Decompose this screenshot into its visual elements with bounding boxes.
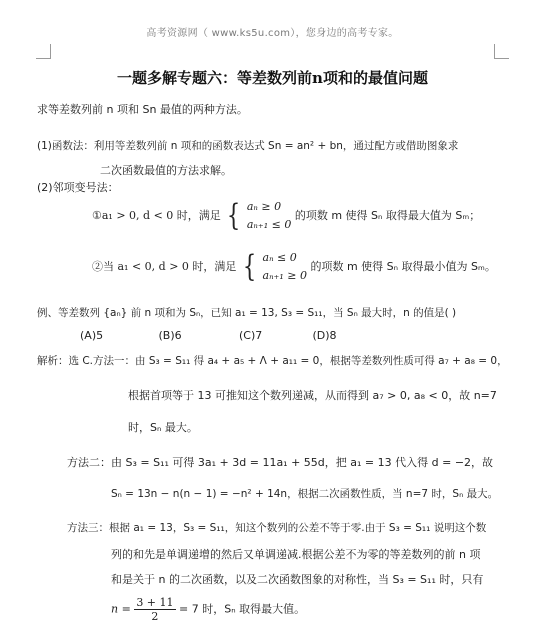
- case2-condition-bottom: aₙ₊₁ ≥ 0: [262, 269, 307, 282]
- case2-system: [240, 249, 307, 285]
- case1-prefix: ①a₁ > 0, d < 0 时，满足: [92, 209, 221, 222]
- solution2-line-a: 方法二：由 S₃ = S₁₁ 可得 3a₁ + 3d = 11a₁ + 55d，把 a₁ = 13 代入得 d = −2，故: [67, 456, 494, 469]
- option-b: (B)6: [158, 329, 182, 342]
- solution3-line-b: 列的和先是单调递增的然后又单调递减.根据公差不为零的等差数列的前 n 项: [111, 548, 481, 561]
- case2-line: [92, 249, 496, 285]
- fraction-numerator: 3 + 11: [136, 596, 174, 609]
- intro-line: 求等差数列前 n 项和 Sn 最值的两种方法。: [37, 103, 248, 116]
- case1-conditions: [247, 198, 291, 234]
- case2-condition-top: aₙ ≤ 0: [262, 251, 297, 264]
- method1-line-b: 二次函数最值的方法求解。: [100, 164, 232, 177]
- case2-prefix: ②当 a₁ < 0, d > 0 时，满足: [92, 260, 237, 273]
- option-a: (A)5: [80, 329, 104, 342]
- solution3-line-d: [111, 596, 305, 623]
- document-title: 一题多解专题六：等差数列前n项和的最值问题: [117, 69, 428, 87]
- case1-condition-top: aₙ ≥ 0: [246, 200, 282, 213]
- n-equals: n =: [111, 602, 131, 616]
- option-c: (C)7: [239, 329, 263, 342]
- case1-condition-bottom: aₙ₊₁ ≤ 0: [246, 218, 292, 231]
- method1-line-a: (1)函数法：利用等差数列前 n 项和的函数表达式 Sn = an² + bn，通过配方或借助图象求: [37, 140, 459, 152]
- solution1-line-b: 根据首项等于 13 可推知这个数列递减，从而得到 a₇ > 0, a₈ < 0，故 n=7: [128, 389, 497, 402]
- example-line: 例、等差数列 {aₙ} 前 n 项和为 Sₙ，已知 a₁ = 13, S₃ = S₁₁，当 Sₙ 最大时，n 的值是( ): [37, 307, 457, 319]
- margin-corner-left: [36, 44, 51, 59]
- fraction: [134, 596, 175, 623]
- method2-line: (2)邻项变号法：: [37, 181, 119, 194]
- page-header: 高考资源网（ www.ks5u.com），您身边的高考专家。: [146, 28, 399, 39]
- options-line: [80, 329, 337, 342]
- fraction-denominator: 2: [151, 610, 159, 623]
- margin-corner-right: [494, 44, 509, 59]
- case1-suffix: 的项数 m 使得 Sₙ 取得最大值为 Sₘ；: [294, 209, 481, 222]
- case2-conditions: [263, 249, 307, 285]
- case1-system: [224, 198, 291, 234]
- solution1-line-a: 解析：选 C.方法一：由 S₃ = S₁₁ 得 a₄ + a₅ + Λ + a₁₁ = 0，根据等差数列性质可得 a₇ + a₈ = 0，: [37, 355, 508, 367]
- case2-suffix: 的项数 m 使得 Sₙ 取得最小值为 Sₘ。: [310, 260, 496, 273]
- solution1-line-c: 时，Sₙ 最大。: [128, 421, 198, 434]
- option-d: (D)8: [312, 329, 337, 342]
- solution3-line-a: 方法三：根据 a₁ = 13，S₃ = S₁₁，知这个数列的公差不等于零.由于 S₃ = S₁₁ 说明这个数: [67, 522, 487, 534]
- solution3-conclusion: = 7 时，Sₙ 取得最大值。: [179, 602, 306, 616]
- solution3-line-c: 和是关于 n 的二次函数，以及二次函数图象的对称性，当 S₃ = S₁₁ 时，只有: [111, 573, 484, 586]
- left-brace: {: [242, 249, 257, 284]
- solution2-line-b: Sₙ = 13n − n(n − 1) = −n² + 14n，根据二次函数性质，当 n=7 时，Sₙ 最大。: [111, 488, 499, 500]
- left-brace: {: [227, 198, 241, 233]
- case1-line: [92, 198, 480, 234]
